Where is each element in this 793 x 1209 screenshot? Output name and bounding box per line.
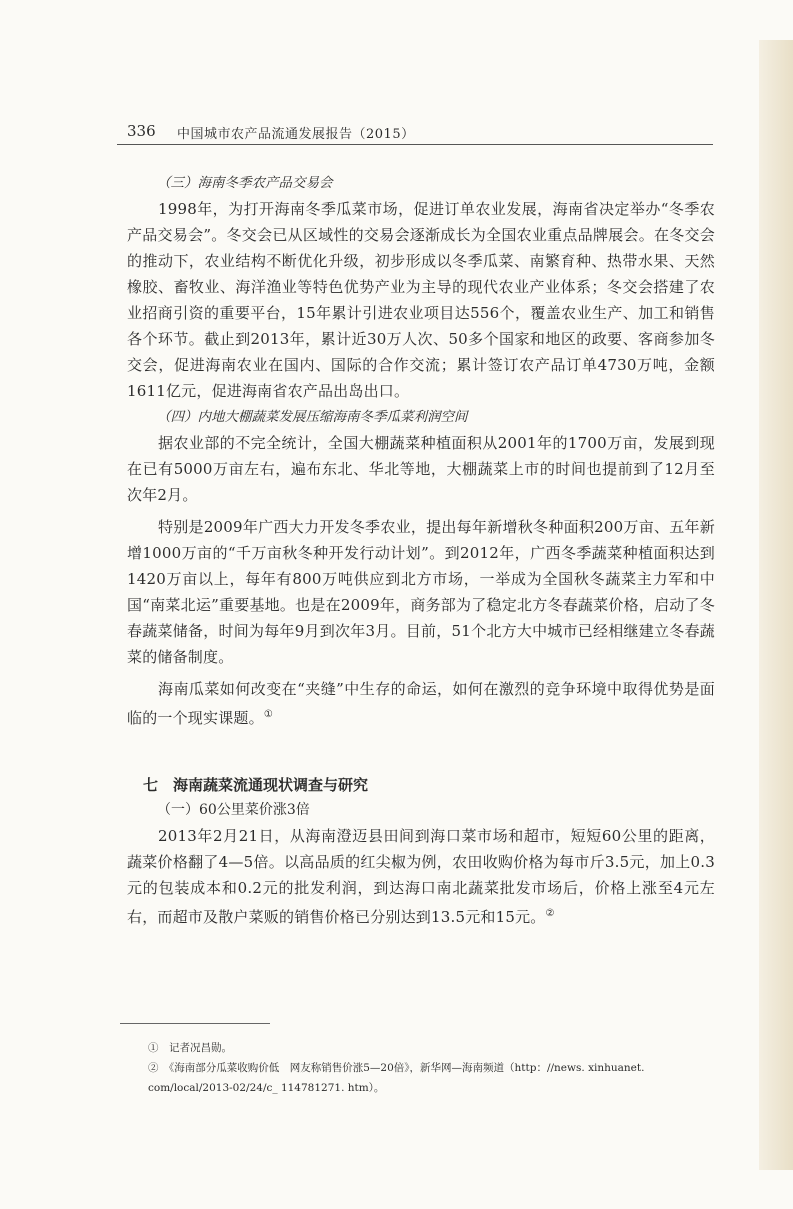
footnote-ref-1: ① bbox=[263, 709, 273, 720]
running-title: 中国城市农产品流通发展报告（2015） bbox=[177, 127, 415, 142]
subsection-title-4: （四）内地大棚蔬菜发展压缩海南冬季瓜菜利润空间 bbox=[157, 409, 468, 425]
footnote-ref-2: ② bbox=[545, 908, 555, 919]
header-rule bbox=[117, 144, 713, 145]
footnote-rule bbox=[120, 1023, 270, 1024]
paragraph-1: 1998年，为打开海南冬季瓜菜市场，促进订单农业发展，海南省决定举办“冬季农产品交易会”。冬交会已从区域性的交易会逐渐成长为全国农业重点品牌展会。在冬交会的推动下，农业结构不断优化升级，初步形成以冬季瓜菜、南繁育种、热带水果、天然橡胶、畜牧业、海洋渔业等特色优势产业为主导的现代农业产业体系；冬交会搭建了农业招商引资的重要平台，15年累计引进农业项目达556个，覆盖农业生产、加工和销售各个环节。截止到2013年，累计近30万人次、50多个国家和地区的政要、客商参加冬交会，促进海南农业在国内、国际的合作交流；累计签订农产品订单4730万吨，金额1611亿元，促进海南省农产品出岛出口。 bbox=[127, 200, 715, 400]
page-edge bbox=[759, 40, 793, 1170]
subsection-title-3: （三）海南冬季农产品交易会 bbox=[157, 175, 333, 191]
footnote-2: ② 《海南部分瓜菜收购价低 网友称销售价涨5—20倍》，新华网—海南频道（http：//news. xinhuanet. com/local/2013-02/24/c_ 114781271. htm）。 bbox=[148, 1062, 645, 1094]
paragraph-4 bbox=[127, 676, 715, 731]
section-title-7: 七 海南蔬菜流通现状调查与研究 bbox=[143, 776, 369, 794]
footnote-1: ① 记者况昌勋。 bbox=[148, 1042, 232, 1054]
subsection-title-1: （一）60公里菜价涨3倍 bbox=[157, 802, 310, 818]
paragraph-3: 特别是2009年广西大力开发冬季农业，提出每年新增秋冬种面积200万亩、五年新增1000万亩的“千万亩秋冬种开发行动计划”。到2012年，广西冬季蔬菜种植面积达到1420万亩以上，每年有800万吨供应到北方市场，一举成为全国秋冬蔬菜主力军和中国“南菜北运”重要基地。也是在2009年，商务部为了稳定北方冬春蔬菜价格，启动了冬春蔬菜储备，时间为每年9月到次年3月。目前，51个北方大中城市已经相继建立冬春蔬菜的储备制度。 bbox=[127, 518, 715, 666]
page-header bbox=[117, 118, 713, 148]
paragraph-4-text: 海南瓜菜如何改变在“夹缝”中生存的命运，如何在激烈的竞争环境中取得优势是面临的一个现实课题。 bbox=[127, 680, 715, 727]
paragraph-2: 据农业部的不完全统计，全国大棚蔬菜种植面积从2001年的1700万亩，发展到现在已有5000万亩左右，遍布东北、华北等地，大棚蔬菜上市的时间也提前到了12月至次年2月。 bbox=[127, 434, 715, 504]
paragraph-5-text: 2013年2月21日，从海南澄迈县田间到海口菜市场和超市，短短60公里的距离，蔬菜价格翻了4—5倍。以高品质的红尖椒为例，农田收购价格为每市斤3.5元，加上0.3元的包装成本和0.2元的批发利润，到达海口南北蔬菜批发市场后，价格上涨至4元左右，而超市及散户菜贩的销售价格已分别达到13.5元和15元。 bbox=[127, 827, 715, 926]
main-content bbox=[127, 170, 715, 930]
paragraph-5 bbox=[127, 823, 715, 930]
footnotes bbox=[122, 1038, 718, 1098]
page-number: 336 bbox=[127, 122, 156, 140]
